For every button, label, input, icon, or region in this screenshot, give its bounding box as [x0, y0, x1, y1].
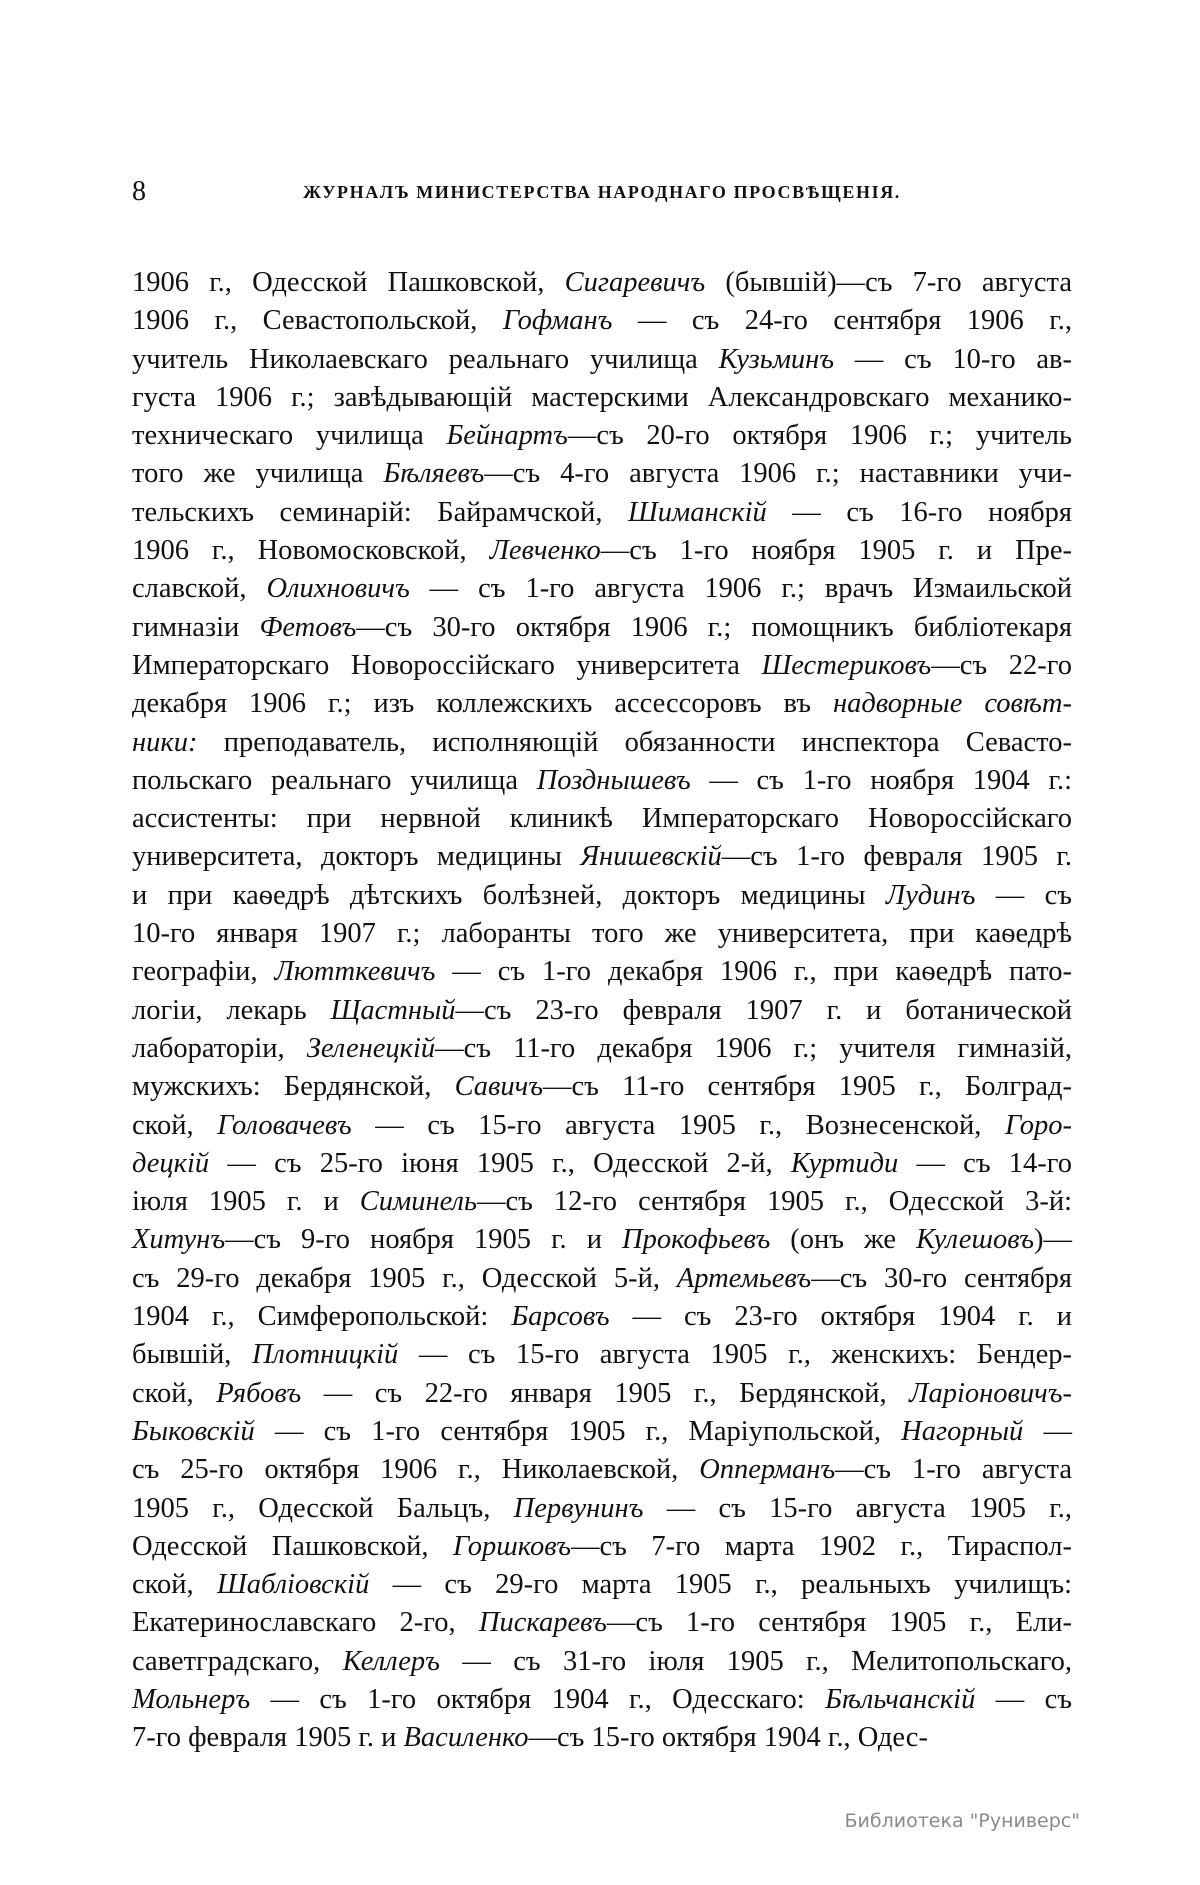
text-segment: (онъ же — [770, 1224, 917, 1256]
text-segment: —съ 20-го октября 1906 г.; учитель — [567, 420, 1072, 452]
text-line — [132, 1298, 1072, 1336]
italic-name: Фетовъ — [259, 611, 357, 643]
text-segment: бывшій, — [132, 1339, 252, 1371]
text-line — [132, 1643, 1072, 1681]
text-segment: съ 25-го октября 1906 г., Николаевской, — [132, 1454, 700, 1486]
text-line — [132, 264, 1072, 302]
text-line — [132, 647, 1072, 685]
italic-name: Горшковъ — [452, 1530, 572, 1562]
text-segment: Императорскаго Новороссійскаго университета — [132, 649, 762, 681]
italic-name: Плотницкій — [251, 1339, 399, 1371]
text-segment: —съ 4-го августа 1906 г.; наставники учи- — [484, 458, 1072, 490]
text-line — [132, 532, 1072, 570]
text-segment: 10-го января 1907 г.; лаборанты того же университета, при каѳедрѣ — [132, 918, 1072, 950]
text-line — [132, 341, 1072, 379]
text-segment: — съ 15-го августа 1905 г., Вознесенской, — [351, 1109, 1006, 1141]
text-segment: съ 29-го декабря 1905 г., Одесской 5-й, — [132, 1262, 677, 1294]
text-segment: учитель Николаевскаго реальнаго училища — [132, 343, 719, 375]
text-segment: ской, — [132, 1109, 218, 1141]
text-line — [132, 762, 1072, 800]
italic-name: Первунинъ — [513, 1492, 644, 1524]
text-segment: — съ 1-го ноября 1904 г.: — [690, 764, 1072, 796]
text-segment: саветградскаго, — [132, 1645, 343, 1677]
running-head — [132, 172, 1072, 212]
text-segment: 1905 г., Одесской Бальцъ, — [132, 1492, 514, 1524]
italic-name: Шестериковъ — [761, 649, 932, 681]
text-segment: —съ 15-го октября 1904 г., Одес- — [528, 1722, 928, 1754]
text-segment: славской, — [132, 573, 267, 605]
italic-name: Хитунъ — [132, 1224, 226, 1256]
text-segment: густа 1906 г.; завѣдывающій мастерскими Александровскаго механико- — [132, 381, 1072, 413]
text-segment: ской, — [132, 1377, 217, 1409]
text-segment: — съ 1-го сентября 1905 г., Маріупольской, — [254, 1415, 902, 1447]
text-segment: — съ 22-го января 1905 г., Бердянской, — [301, 1377, 910, 1409]
italic-name: Опперманъ — [699, 1454, 836, 1486]
italic-name: Позднышевъ — [536, 764, 691, 796]
italic-name: Шиманскій — [628, 496, 767, 528]
text-line — [132, 1451, 1072, 1489]
text-segment: — съ 25-го іюня 1905 г., Одесской 2-й, — [209, 1147, 791, 1179]
text-line — [132, 1221, 1072, 1259]
text-line — [132, 838, 1072, 876]
text-line — [132, 1145, 1072, 1183]
italic-name: Олихновичъ — [266, 573, 410, 605]
italic-name: Головачевъ — [217, 1109, 352, 1141]
text-line — [132, 302, 1072, 340]
text-segment: техническаго училища — [132, 420, 447, 452]
text-line — [132, 1490, 1072, 1528]
text-segment: — съ 14-го — [898, 1147, 1072, 1179]
italic-name: Кулешовъ — [916, 1224, 1035, 1256]
text-segment: —съ 9-го ноября 1905 г. и — [225, 1224, 623, 1256]
text-segment: —съ 1-го февраля 1905 г. — [721, 841, 1073, 873]
text-line — [132, 685, 1072, 723]
text-segment: —съ 7-го марта 1902 г., Тираспол- — [571, 1530, 1072, 1562]
text-segment: — съ 1-го октября 1904 г., Одесскаго: — [250, 1683, 826, 1715]
italic-name: Шабліовскій — [216, 1569, 370, 1601]
italic-name: Куртиди — [790, 1147, 899, 1179]
italic-name: Савичъ — [454, 1071, 544, 1103]
text-segment: — съ — [975, 1683, 1072, 1715]
text-segment: мужскихъ: Бердянской, — [132, 1071, 455, 1103]
text-segment: —съ 11-го сентября 1905 г., Болград- — [543, 1071, 1072, 1103]
text-line — [132, 1030, 1072, 1068]
text-line — [132, 1183, 1072, 1221]
text-segment: —съ 1-го августа — [835, 1454, 1072, 1486]
text-segment: — съ 24-го сентября 1906 г., — [612, 305, 1072, 337]
library-watermark: Библиотека "Руниверс" — [844, 1810, 1080, 1832]
italic-name: Нагорный — [901, 1415, 1024, 1447]
italic-name: Гофманъ — [502, 305, 613, 337]
text-segment: гимназіи — [132, 611, 260, 643]
text-line — [132, 379, 1072, 417]
text-segment: тельскихъ семинарій: Байрамчской, — [132, 496, 629, 528]
text-segment: — съ 10-го ав- — [834, 343, 1072, 375]
text-segment: —съ 23-го февраля 1907 г. и ботанической — [455, 994, 1072, 1026]
italic-name: Зеленецкій — [306, 1032, 436, 1064]
text-line — [132, 800, 1072, 838]
text-segment: —съ 12-го сентября 1905 г., Одесской 3-й: — [476, 1186, 1072, 1218]
italic-name: Василенко — [403, 1722, 529, 1754]
text-segment: географіи, — [132, 956, 275, 988]
italic-name: Келлеръ — [342, 1645, 440, 1677]
italic-name: надворные совѣт- — [832, 688, 1072, 720]
text-segment: — — [1023, 1415, 1072, 1447]
text-segment: лабораторіи, — [132, 1032, 307, 1064]
text-segment: — съ 1-го декабря 1906 г., при каѳедрѣ пато- — [435, 956, 1072, 988]
text-segment: 1906 г., Севастопольской, — [132, 305, 503, 337]
text-line — [132, 455, 1072, 493]
text-segment: польскаго реальнаго училища — [132, 764, 537, 796]
text-segment: университета, докторъ медицины — [132, 841, 581, 873]
text-segment: преподаватель, исполняющій обязанности инспектора Севасто- — [197, 726, 1072, 758]
text-segment: — съ 15-го августа 1905 г., женскихъ: Бендер- — [398, 1339, 1072, 1371]
text-line — [132, 992, 1072, 1030]
text-line — [132, 609, 1072, 647]
italic-name: Лютткевичъ — [274, 956, 436, 988]
text-line — [132, 1413, 1072, 1451]
text-line — [132, 1604, 1072, 1642]
text-segment: — съ 1-го августа 1906 г.; врачъ Измаильской — [409, 573, 1072, 605]
text-line — [132, 1260, 1072, 1298]
text-segment: — съ — [975, 879, 1073, 911]
text-segment: — съ 15-го августа 1905 г., — [643, 1492, 1073, 1524]
text-segment: —съ 22-го — [931, 649, 1073, 681]
italic-name: Рябовъ — [216, 1377, 302, 1409]
text-line — [132, 1068, 1072, 1106]
italic-name: Симинель — [359, 1186, 477, 1218]
italic-name: децкій — [132, 1147, 210, 1179]
text-segment: —съ 30-го сентября — [811, 1262, 1072, 1294]
text-segment: того же училища — [132, 458, 384, 490]
italic-name: Прокофьевъ — [622, 1224, 771, 1256]
italic-name: Кузьминъ — [718, 343, 835, 375]
text-segment: (бывшій)—съ 7-го августа — [705, 267, 1072, 298]
text-line — [132, 915, 1072, 953]
text-line — [132, 1107, 1072, 1145]
text-line — [132, 417, 1072, 455]
text-line — [132, 724, 1072, 762]
text-line — [132, 1681, 1072, 1719]
page-number: 8 — [132, 176, 146, 207]
text-segment: —съ 30-го октября 1906 г.; помощникъ библіотекаря — [356, 611, 1072, 643]
text-segment: іюля 1905 г. и — [132, 1186, 360, 1218]
text-segment: Екатеринославскаго 2-го, — [132, 1607, 479, 1639]
italic-name: Мольнеръ — [132, 1683, 251, 1715]
italic-name: Лудинъ — [885, 879, 976, 911]
text-segment: — съ 29-го марта 1905 г., реальныхъ училищъ: — [369, 1569, 1072, 1601]
text-segment: —съ 1-го сентября 1905 г., Ели- — [606, 1607, 1072, 1639]
text-line — [132, 877, 1072, 915]
text-line — [132, 570, 1072, 608]
italic-name: Бѣляевъ — [383, 458, 485, 490]
italic-name: Горо- — [1005, 1109, 1072, 1141]
text-line — [132, 494, 1072, 532]
italic-name: Сигаревичъ — [564, 267, 706, 298]
text-segment: — съ 31-го іюля 1905 г., Мелитопольскаго, — [439, 1645, 1072, 1677]
text-segment: — съ 23-го октября 1904 г. и — [609, 1301, 1072, 1333]
text-segment: и при каѳедрѣ дѣтскихъ болѣзней, докторъ медицины — [132, 879, 886, 911]
italic-name: Бейнартъ — [446, 420, 568, 452]
italic-name: Ларіоновичъ- — [909, 1377, 1072, 1409]
journal-title: ЖУРНАЛЪ МИНИСТЕРСТВА НАРОДНАГО ПРОСВѢЩЕНІЯ. — [303, 182, 901, 202]
text-segment: Одесской Пашковской, — [132, 1530, 453, 1562]
text-line — [132, 1528, 1072, 1566]
text-segment: 1906 г., Новомосковской, — [132, 535, 490, 567]
text-line — [132, 1336, 1072, 1374]
body-text — [132, 264, 1072, 1758]
text-segment: —съ 1-го ноября 1905 г. и Пре- — [600, 535, 1072, 567]
italic-name: Щастный — [330, 994, 456, 1026]
text-segment: )— — [1034, 1224, 1073, 1256]
text-segment: ской, — [132, 1569, 217, 1601]
italic-name: Левченко — [489, 535, 601, 567]
text-segment: — съ 16-го ноября — [766, 496, 1072, 528]
text-segment: декабря 1906 г.; изъ коллежскихъ ассессоровъ въ — [132, 688, 833, 720]
text-segment: 7-го февраля 1905 г. и — [132, 1722, 404, 1754]
text-line — [132, 1719, 1072, 1757]
italic-name: Барсовъ — [511, 1301, 610, 1333]
text-segment: —съ 11-го декабря 1906 г.; учителя гимназій, — [435, 1032, 1072, 1064]
italic-name: Пискаревъ — [478, 1607, 607, 1639]
text-line — [132, 953, 1072, 991]
text-segment: логіи, лекарь — [132, 994, 331, 1026]
italic-name: Янишевскій — [580, 841, 722, 873]
italic-name: Бѣльчанскій — [825, 1683, 976, 1715]
text-segment: 1906 г., Одесской Пашковской, — [132, 267, 565, 298]
italic-name: Артемьевъ — [676, 1262, 812, 1294]
text-line — [132, 1375, 1072, 1413]
text-segment: 1904 г., Симферопольской: — [132, 1301, 512, 1333]
italic-name: Быковскій — [132, 1415, 255, 1447]
text-segment: ассистенты: при нервной клиникѣ Императорскаго Новороссійскаго — [132, 803, 1072, 835]
text-line — [132, 1566, 1072, 1604]
italic-name: ники: — [132, 726, 198, 758]
